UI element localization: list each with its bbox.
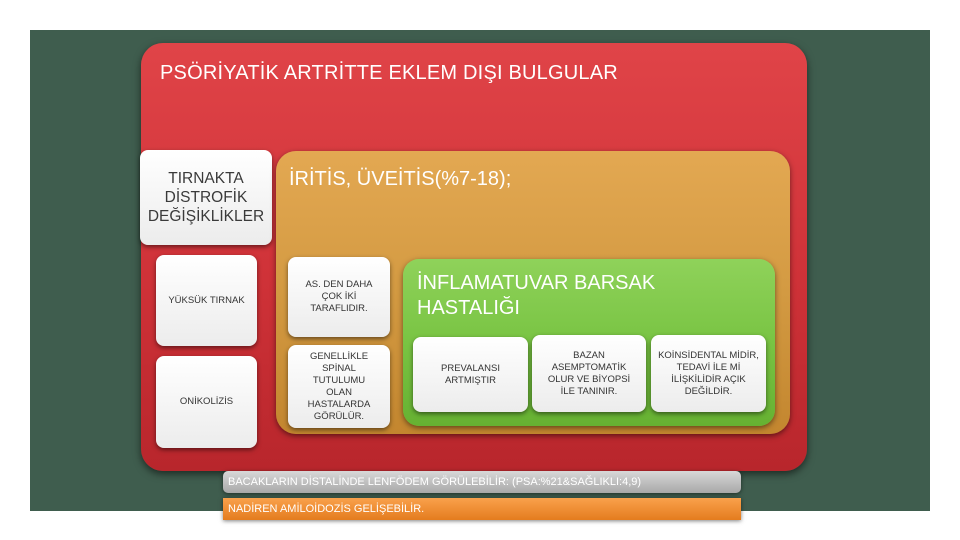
iritis-item-card: GENELLİKLE SPİNAL TUTULUMU OLAN HASTALARDA GÖRÜLÜR. bbox=[288, 345, 390, 428]
iritis-title: İRİTİS, ÜVEİTİS(%7-18); bbox=[289, 168, 512, 190]
iritis-item-card: AS. DEN DAHA ÇOK İKİ TARAFLIDIR. bbox=[288, 257, 390, 337]
nail-dystrophy-card: TIRNAKTA DİSTROFİK DEĞİŞİKLİKLER bbox=[140, 150, 272, 245]
ibd-item-card: BAZAN ASEMPTOMATİK OLUR VE BİYOPSİ İLE TANINIR. bbox=[532, 335, 646, 412]
lymphedema-note: BACAKLARIN DİSTALİNDE LENFÖDEM GÖRÜLEBİLİR: (PSA:%21&SAĞLIKLI:4,9) bbox=[223, 471, 741, 493]
ibd-title: İNFLAMATUVAR BARSAK HASTALIĞI bbox=[417, 272, 656, 319]
ibd-item-card: PREVALANSI ARTMIŞTIR bbox=[413, 337, 528, 412]
main-title: PSÖRİYATİK ARTRİTTE EKLEM DIŞI BULGULAR bbox=[160, 62, 618, 84]
amyloidosis-note: NADİREN AMİLOİDOZİS GELİŞEBİLİR. bbox=[223, 498, 741, 520]
nail-item-card: ONİKOLİZİS bbox=[156, 356, 257, 448]
nail-item-card: YÜKSÜK TIRNAK bbox=[156, 255, 257, 346]
ibd-item-card: KOİNSİDENTAL MİDİR, TEDAVİ İLE Mİ İLİŞKİLİDİR AÇIK DEĞİLDİR. bbox=[651, 335, 766, 412]
